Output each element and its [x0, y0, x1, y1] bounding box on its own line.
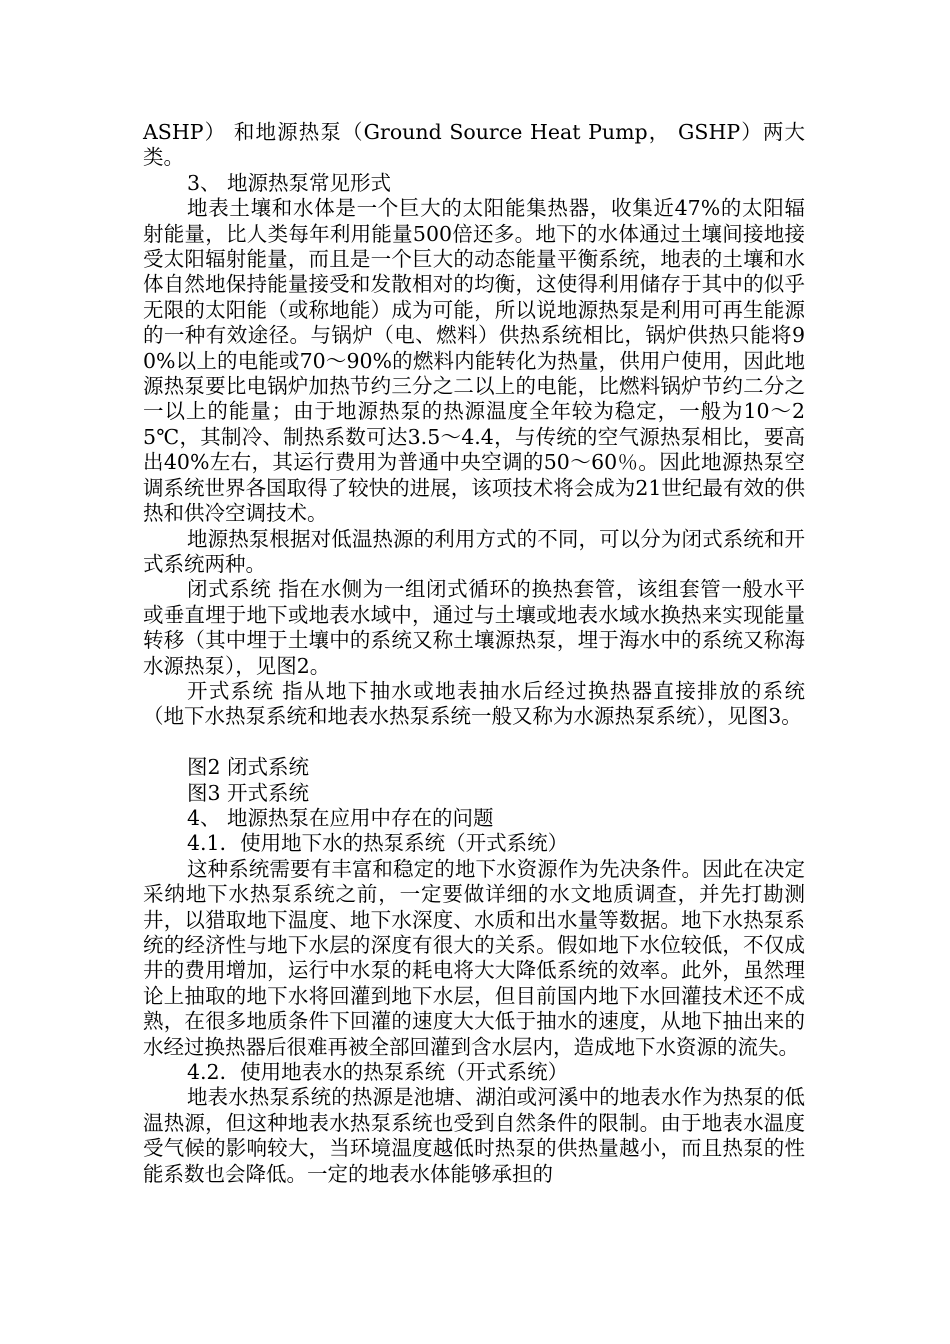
paragraph-system-types: 地源热泵根据对低温热源的利用方式的不同，可以分为闭式系统和开式系统两种。 [143, 526, 805, 576]
subsection-heading-4-2: 4.2．使用地表水的热泵系统（开式系统） [187, 1060, 569, 1085]
paragraph-open-system: 开式系统 指从地下抽水或地表抽水后经过换热器直接排放的系统（地下水热泵系统和地表水热泵系统一般又称为水源热泵系统），见图3。 [143, 678, 805, 729]
figure-caption-2: 图2 闭式系统 [187, 755, 310, 780]
paragraph-surface-water: 地表水热泵系统的热源是池塘、湖泊或河溪中的地表水作为热泵的低温热源，但这种地表水热泵系统也受到自然条件的限制。由于地表水温度受气候的影响较大，当环境温度越低时热泵的供热量越小，而且热泵的性能系数也会降低。一定的地表水体能够承担的 [143, 1085, 805, 1186]
document-page [143, 120, 805, 1187]
blank-line [143, 730, 805, 755]
paragraph-groundwater: 这种系统需要有丰富和稳定的地下水资源作为先决条件。因此在决定采纳地下水热泵系统之前，一定要做详细的水文地质调查，并先打勘测井，以猎取地下温度、地下水深度、水质和出水量等数据。地下水热泵系统的经济性与地下水层的深度有很大的关系。假如地下水位较低，不仅成井的费用增加，运行中水泵的耗电将大大降低系统的效率。此外，虽然理论上抽取的地下水将回灌到地下水层，但目前国内地下水回灌技术还不成熟，在很多地质条件下回灌的速度大大低于抽水的速度，从地下抽出来的水经过换热器后很难再被全部回灌到含水层内，造成地下水资源的流失。 [143, 856, 805, 1059]
paragraph-closed-system: 闭式系统 指在水侧为一组闭式循环的换热套管，该组套管一般水平或垂直埋于地下或地表水域中，通过与土壤或地表水域水换热来实现能量转移（其中埋于土壤中的系统又称土壤源热泵，埋于海水中的系统又称海水源热泵），见图2。 [143, 577, 805, 678]
subsection-heading-4-1: 4.1．使用地下水的热泵系统（开式系统） [187, 831, 569, 856]
figure-caption-3: 图3 开式系统 [187, 780, 310, 805]
section-heading-4: 4、 地源热泵在应用中存在的问题 [187, 805, 494, 830]
paragraph-continuation: ASHP） 和地源热泵（Ground Source Heat Pump， GSHP）两大类。 [143, 120, 805, 170]
section-heading-3: 3、 地源热泵常见形式 [187, 170, 392, 195]
paragraph-solar-energy: 地表土壤和水体是一个巨大的太阳能集热器，收集近47%的太阳辐射能量，比人类每年利用能量500倍还多。地下的水体通过土壤间接地接受太阳辐射能量，而且是一个巨大的动态能量平衡系统，地表的土壤和水体自然地保持能量接受和发散相对的均衡，这使得利用储存于其中的似乎无限的太阳能（或称地能）成为可能，所以说地源热泵是利用可再生能源的一种有效途径。与锅炉（电、燃料）供热系统相比，锅炉供热只能将90%以上的电能或70～90%的燃料内能转化为热量，供用户使用，因此地源热泵要比电锅炉加热节约三分之二以上的电能，比燃料锅炉节约二分之一以上的能量；由于地源热泵的热源温度全年较为稳定，一般为10～25℃，其制冷、制热系数可达3.5～4.4，与传统的空气源热泵相比，要高出40%左右，其运行费用为普通中央空调的50～60％。因此地源热泵空调系统世界各国取得了较快的进展，该项技术将会成为21世纪最有效的供热和供冷空调技术。 [143, 196, 805, 526]
